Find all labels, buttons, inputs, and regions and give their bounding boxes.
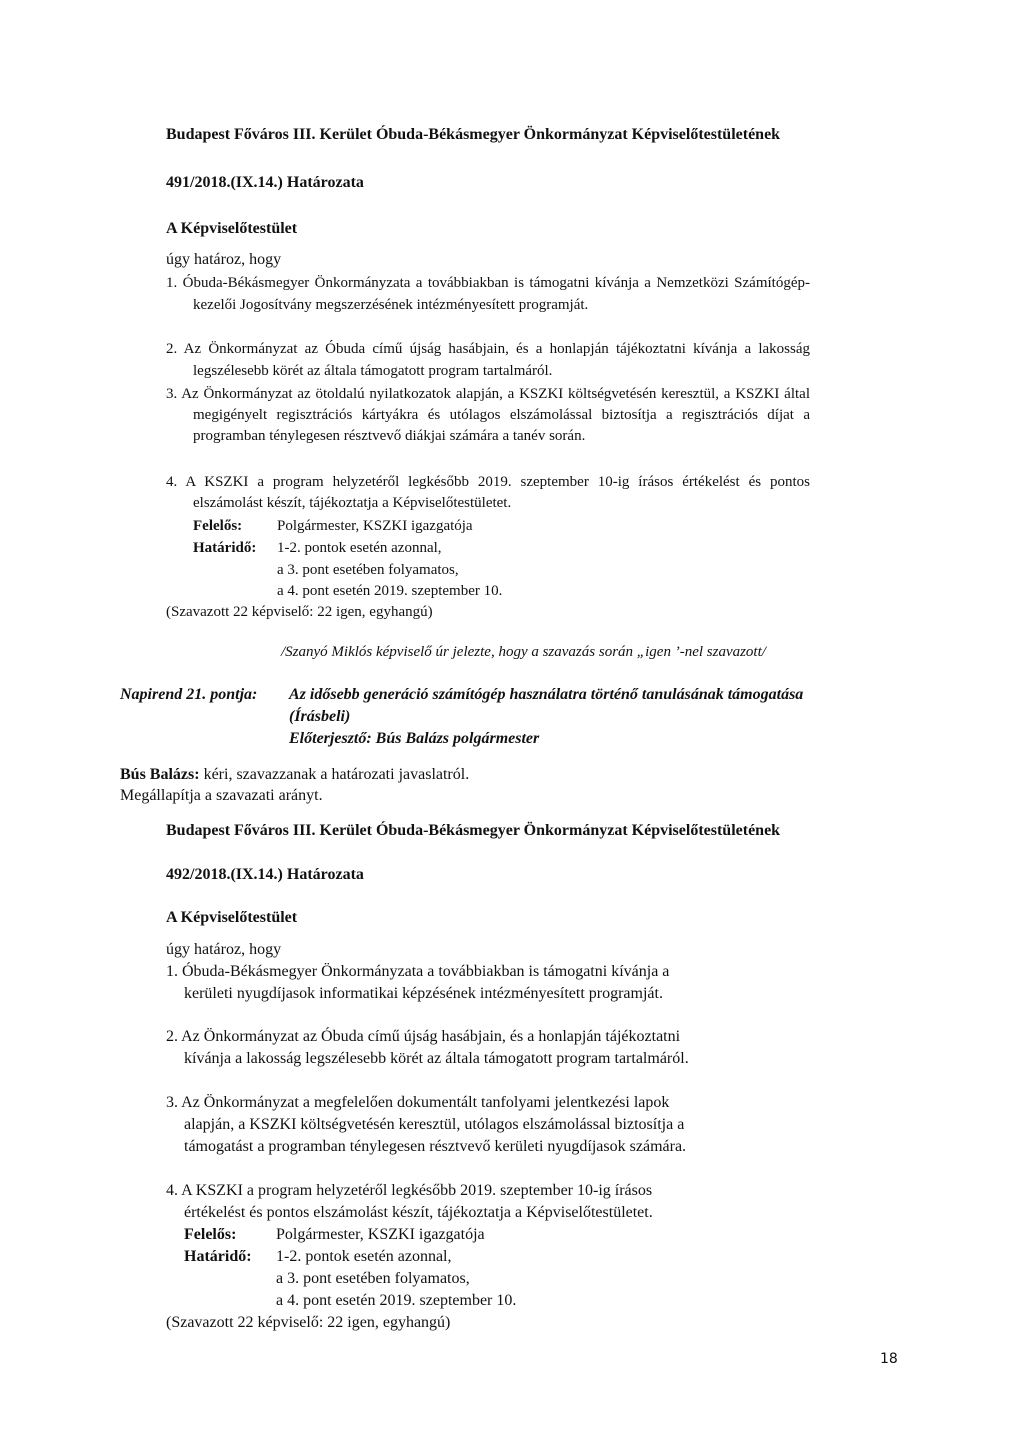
agenda-presenter: Előterjesztő: Bús Balázs polgármester [289,730,540,747]
chair-statement [120,764,469,785]
resolution-492-hatarido-2: a 3. pont esetében folyamatos, [276,1270,470,1287]
felelos-value: Polgármester, KSZKI igazgatója [276,1226,485,1243]
resolution-491-hatarido [193,538,442,559]
resolution-492-point-1a: 1. Óbuda-Békásmegyer Önkormányzata a továbbiakban is támogatni kívánja a [166,963,670,980]
agenda-title: Az idősebb generáció számítógép használatra történő tanulásának támogatása [289,686,804,703]
hatarido-label: Határidő: [193,540,257,556]
chair-line-2: Megállapítja a szavazati arányt. [120,787,323,804]
resolution-491-point-4: 4. A KSZKI a program helyzetéről legkésőbb 2019. szeptember 10-ig írásos értékelést és pontos elszámolást készít, tájékoztatja a Képviselőtestületet. [166,474,810,511]
resolution-492-point-3c: támogatást a programban ténylegesen résztvevő kerületi nyugdíjasok számára. [184,1138,687,1155]
resolution-491-body: A Képviselőtestület [166,220,298,237]
felelos-label: Felelős: [193,518,243,534]
resolution-492-vote: (Szavazott 22 képviselő: 22 igen, egyhangú) [166,1314,451,1331]
resolution-491-point-2: 2. Az Önkormányzat az Óbuda című újság hasábjain, és a honlapján tájékoztatni kívánja a lakosság legszélesebb körét az általa támogatott program tartalmáról. [166,341,810,379]
resolution-491-point-1: 1. Óbuda-Békásmegyer Önkormányzata a továbbiakban is támogatni kívánja a Nemzetközi Számítógép-kezelői Jogosítvány megszerzésének intézményesített programját. [166,275,810,313]
resolution-491-intro: úgy határoz, hogy [166,251,282,268]
hatarido-value-1: 1-2. pontok esetén azonnal, [277,540,442,556]
resolution-492-number: 492/2018.(IX.14.) Határozata [166,866,364,883]
resolution-491-hatarido-3: a 4. pont esetén 2019. szeptember 10. [277,583,503,599]
hatarido-value-1: 1-2. pontok esetén azonnal, [276,1248,452,1265]
agenda-form: (Írásbeli) [289,708,351,725]
resolution-492-hatarido [184,1246,452,1267]
page-number: 18 [880,1351,898,1367]
chair-name: Bús Balázs: [120,766,200,783]
resolution-492-point-4b: értékelést és pontos elszámolást készít, tájékoztatja a Képviselőtestületet. [184,1204,653,1221]
resolution-492-point-3a: 3. Az Önkormányzat a megfelelően dokumentált tanfolyami jelentkezési lapok [166,1094,670,1111]
resolution-492-point-2a: 2. Az Önkormányzat az Óbuda című újság hasábjain, és a honlapján tájékoztatni [166,1028,681,1045]
resolution-491-felelos [193,516,473,537]
resolution-492-hatarido-3: a 4. pont esetén 2019. szeptember 10. [276,1292,517,1309]
chair-text: kéri, szavazzanak a határozati javaslatról. [203,766,470,783]
resolution-491-heading: Budapest Főváros III. Kerület Óbuda-Békásmegyer Önkormányzat Képviselőtestületének [166,126,781,143]
resolution-492-point-4a: 4. A KSZKI a program helyzetéről legkésőbb 2019. szeptember 10-ig írásos [166,1182,653,1199]
resolution-492-point-2b: kívánja a lakosság legszélesebb körét az általa támogatott program tartalmáról. [184,1050,689,1067]
felelos-label: Felelős: [184,1226,237,1243]
resolution-492-felelos [184,1224,485,1245]
agenda-label: Napirend 21. pontja: [120,686,258,703]
resolution-492-intro: úgy határoz, hogy [166,941,282,958]
felelos-value: Polgármester, KSZKI igazgatója [277,518,473,534]
hatarido-label: Határidő: [184,1248,252,1265]
resolution-492-point-1b: kerületi nyugdíjasok informatikai képzésének intézményesített programját. [184,985,663,1002]
resolution-491-hatarido-2: a 3. pont esetében folyamatos, [277,562,459,578]
resolution-491-point-3: 3. Az Önkormányzat az ötoldalú nyilatkozatok alapján, a KSZKI költségvetésén keresztül, a KSZKI által megigényelt regisztrációs kártyákra és utólagos elszámolással biztosítja a regisztrációs díjat a programban ténylegesen résztvevő diákjai számára a tanév során. [166,386,810,444]
vote-note: /Szanyó Miklós képviselő úr jelezte, hogy a szavazás során „igen ’-nel szavazott/ [281,644,766,660]
resolution-492-heading: Budapest Főváros III. Kerület Óbuda-Békásmegyer Önkormányzat Képviselőtestületének [166,822,781,839]
resolution-491-number: 491/2018.(IX.14.) Határozata [166,174,364,191]
resolution-492-point-3b: alapján, a KSZKI költségvetésén keresztül, utólagos elszámolással biztosítja a [184,1116,685,1133]
resolution-492-body: A Képviselőtestület [166,909,298,926]
resolution-491-vote: (Szavazott 22 képviselő: 22 igen, egyhangú) [166,604,433,620]
